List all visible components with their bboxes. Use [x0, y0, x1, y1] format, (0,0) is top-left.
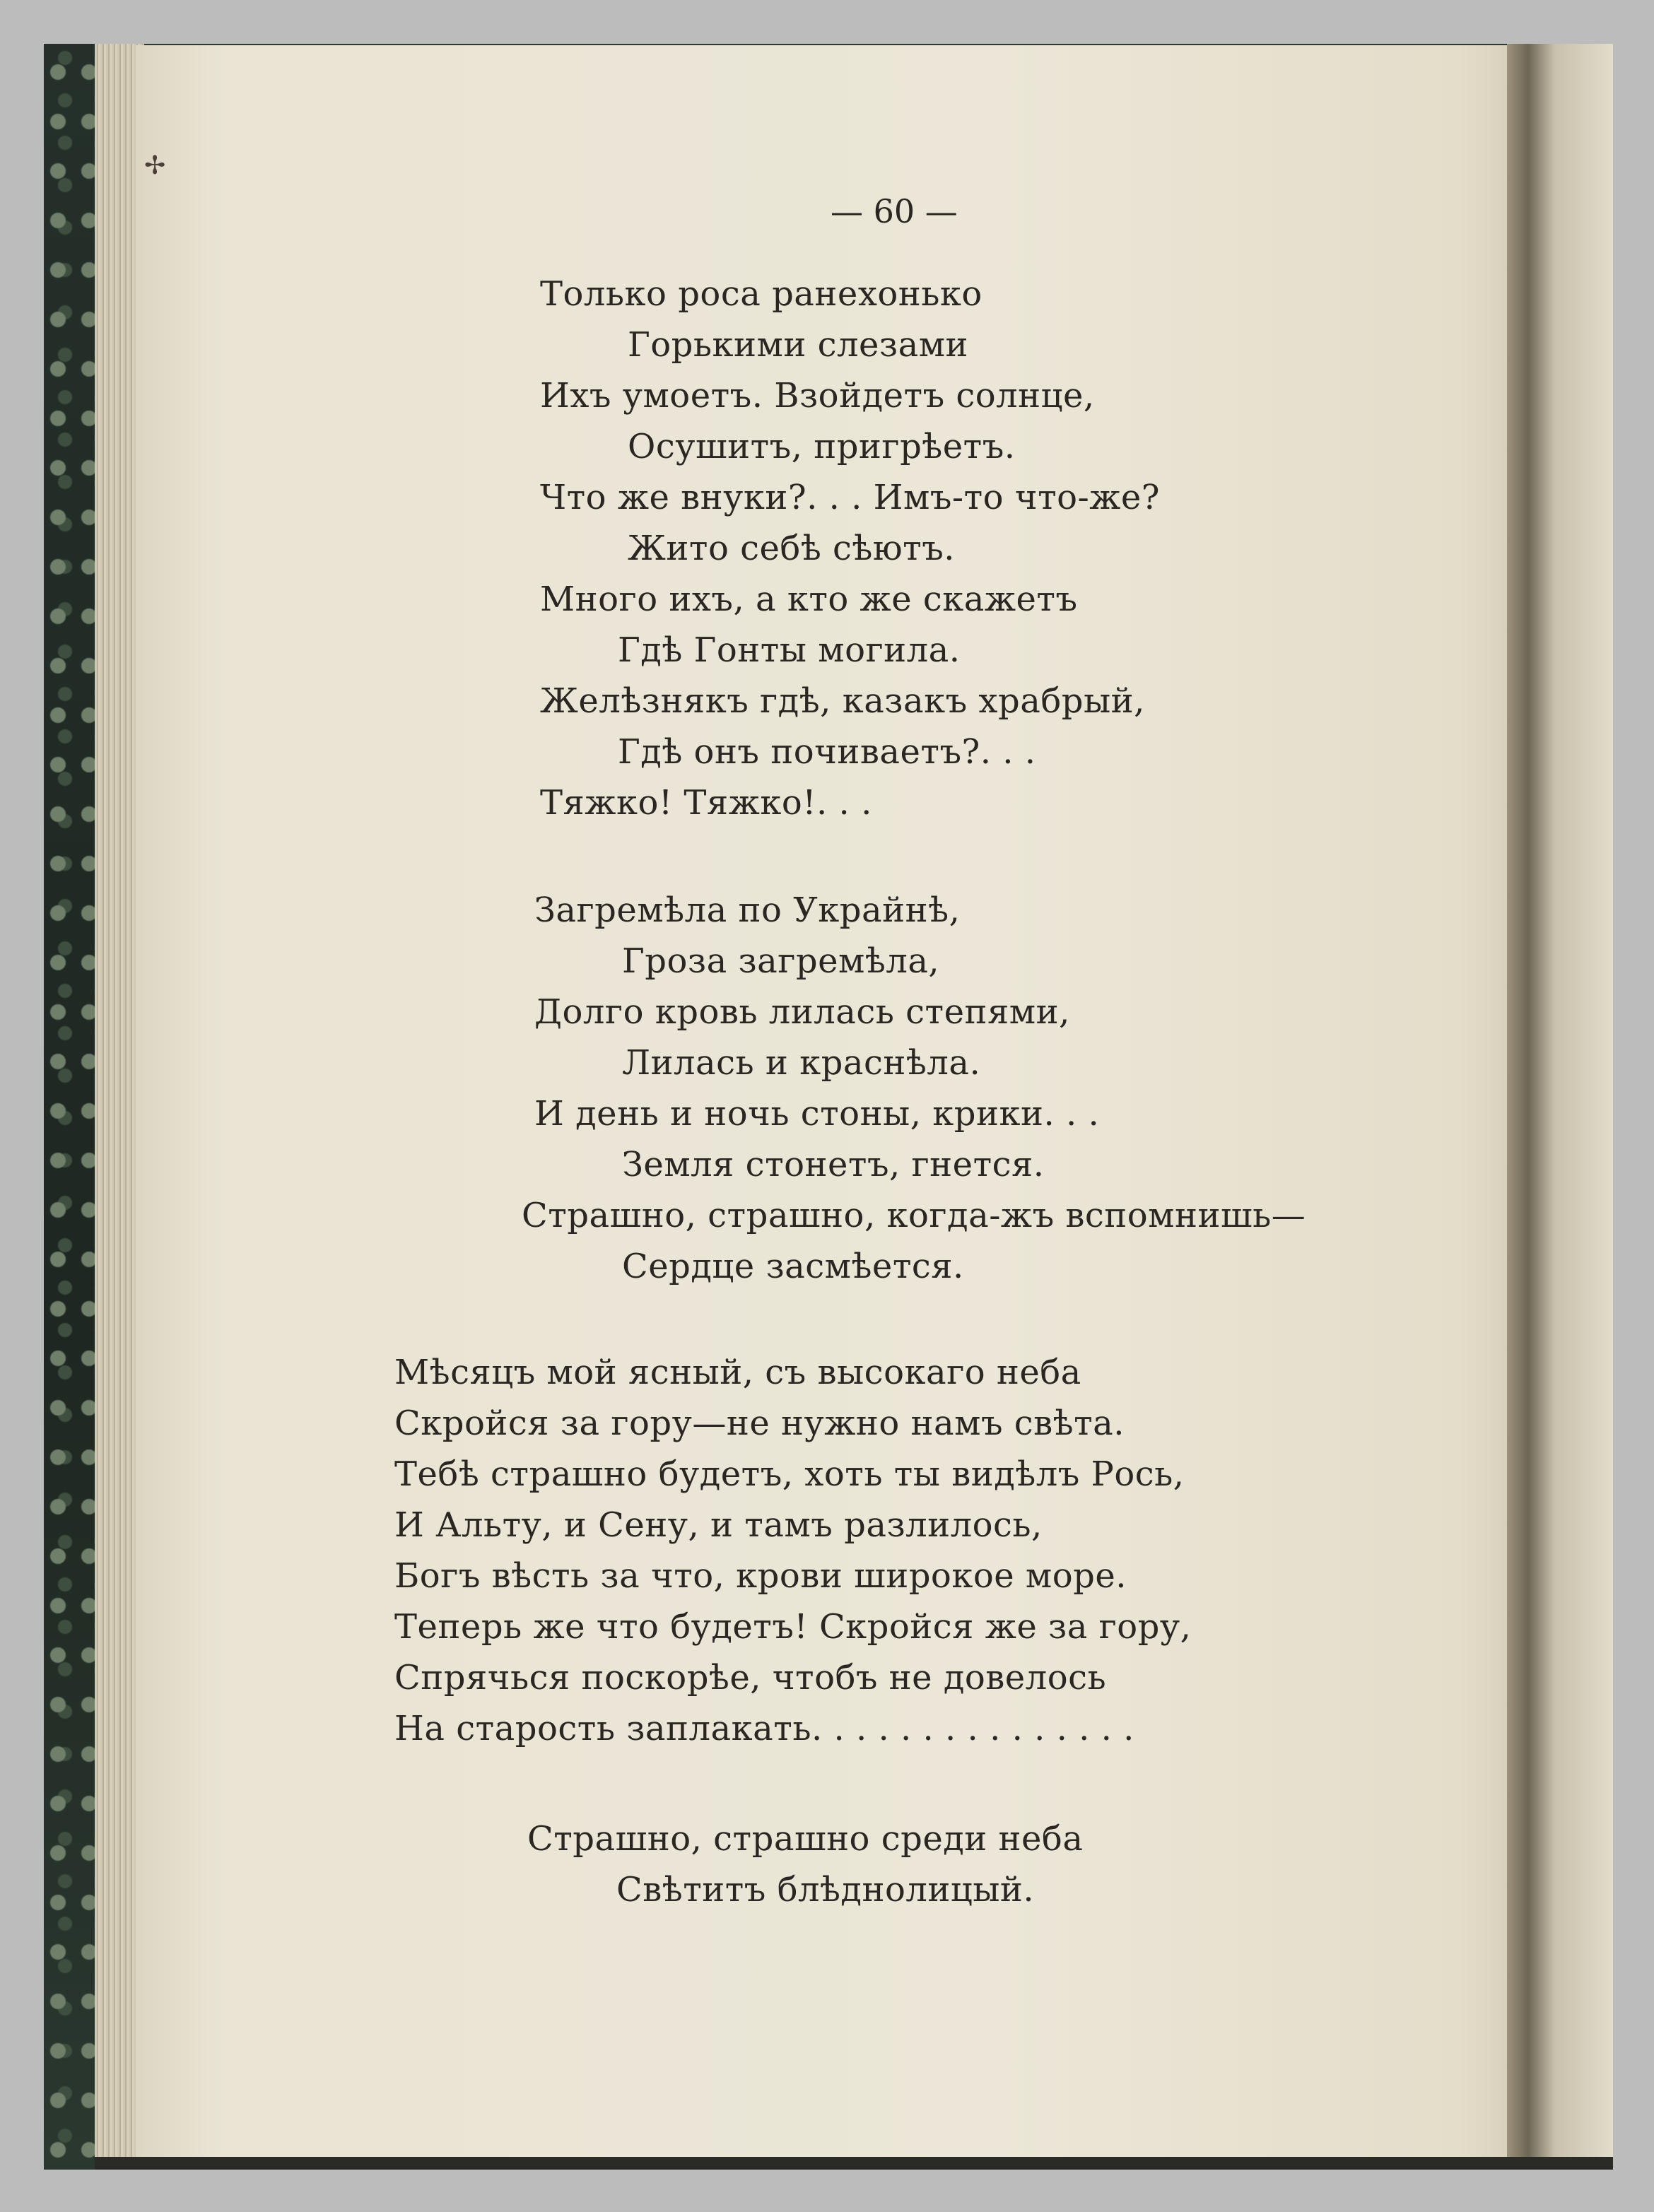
verse-line: Гроза загремѣла,	[622, 941, 940, 981]
margin-mark-icon: ✢	[144, 151, 166, 180]
verse-line: Тяжко! Тяжко!. . .	[540, 783, 872, 823]
verse-line: Гдѣ Гонты могила.	[618, 630, 961, 670]
verse-line: Желѣзнякъ гдѣ, казакъ храбрый,	[540, 681, 1145, 721]
verse-line: Мѣсяцъ мой ясный, съ высокаго неба	[394, 1353, 1081, 1392]
stanza-4	[527, 1813, 1083, 1915]
verse-line: Богъ вѣсть за что, крови широкое море.	[394, 1556, 1127, 1596]
stanza-1	[540, 269, 1160, 828]
verse-line: Сердце засмѣется.	[622, 1247, 964, 1286]
verse-line: И день и ночь стоны, крики. . .	[534, 1094, 1100, 1134]
marbled-cover	[44, 44, 95, 2170]
verse-line: Жито себѣ сѣютъ.	[628, 529, 955, 568]
verse-line: Спрячься поскорѣе, чтобъ не довелось	[394, 1658, 1107, 1698]
verse-line: Страшно, страшно, когда-жъ вспомнишь—	[522, 1196, 1306, 1235]
verse-line: Земля стонетъ, гнется.	[622, 1145, 1045, 1184]
verse-line: Что же внуки?. . . Имъ-то что-же?	[540, 478, 1161, 517]
verse-line: Скройся за гору—не нужно намъ свѣта.	[394, 1404, 1125, 1443]
verse-line: Гдѣ онъ почиваетъ?. . .	[618, 732, 1036, 772]
book-gutter	[1507, 44, 1613, 2170]
stanza-2	[522, 885, 1306, 1292]
verse-line: Лилась и краснѣла.	[622, 1043, 981, 1083]
verse-line: Только роса ранехонько	[540, 274, 983, 314]
verse-line: Тебѣ страшно будетъ, хоть ты видѣлъ Рось,	[394, 1454, 1185, 1494]
stanza-3	[394, 1347, 1191, 1754]
verse-line: Осушитъ, пригрѣетъ.	[628, 427, 1016, 466]
verse-line: Много ихъ, а кто же скажетъ	[540, 580, 1078, 619]
verse-line: Загремѣла по Украйнѣ,	[534, 890, 961, 930]
verse-line: Свѣтитъ блѣднолицый.	[616, 1870, 1035, 1910]
page-number: — 60 —	[831, 192, 958, 230]
verse-line: Долго кровь лилась степями,	[534, 992, 1070, 1032]
verse-line: Теперь же что будетъ! Скройся же за гору,	[394, 1607, 1192, 1647]
verse-line: И Альту, и Сену, и тамъ разлилось,	[394, 1505, 1043, 1545]
verse-line: Ихъ умоетъ. Взойдетъ солнце,	[540, 376, 1095, 416]
verse-line: Страшно, страшно среди неба	[527, 1819, 1084, 1859]
verse-line: Горькими слезами	[628, 325, 969, 365]
scan-bottom-edge	[95, 2157, 1613, 2170]
verse-line: На старость заплакать. . . . . . . . . . . . . . .	[394, 1709, 1134, 1748]
